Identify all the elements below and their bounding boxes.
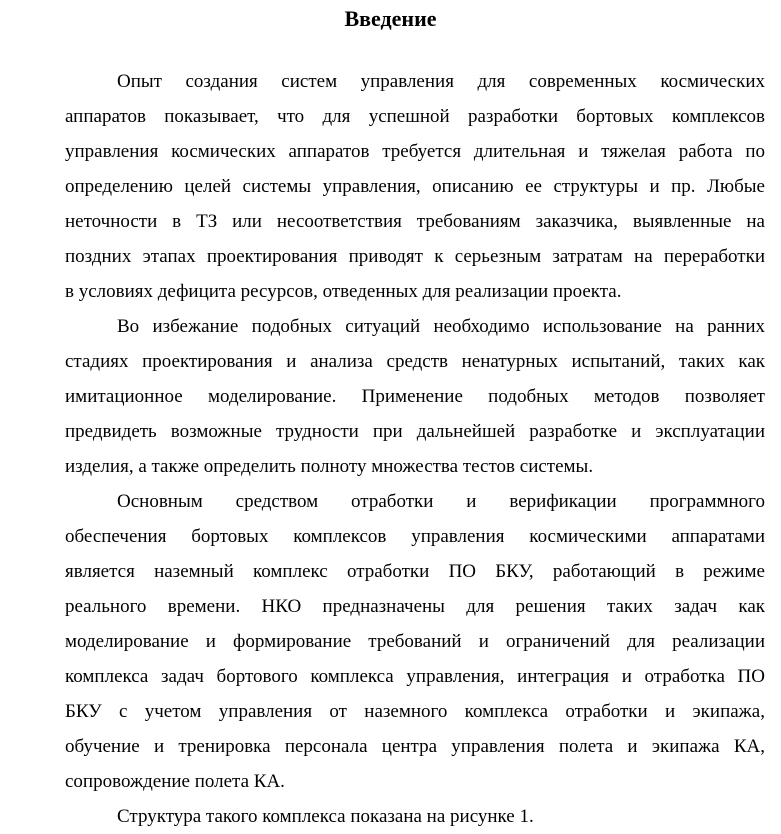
text-line: является наземный комплекс отработки ПО БКУ, работающий в режиме <box>65 561 765 582</box>
text-line: Опыт создания систем управления для современных космических <box>117 71 765 92</box>
paragraph-2 <box>65 309 765 484</box>
text-line: Основным средством отработки и верификации программного <box>117 491 765 512</box>
text-line: управления космических аппаратов требуется длительная и тяжелая работа по <box>65 141 765 162</box>
text-line: неточности в ТЗ или несоответствия требованиям заказчика, выявленные на <box>65 211 765 232</box>
paragraph-1 <box>65 64 765 309</box>
text-line: обучение и тренировка персонала центра управления полета и экипажа КА, <box>65 736 765 757</box>
text-line: сопровождение полета КА. <box>65 771 285 792</box>
text-line: БКУ с учетом управления от наземного комплекса отработки и экипажа, <box>65 701 765 722</box>
page-title: Введение <box>344 6 437 31</box>
paragraph-4 <box>65 799 765 834</box>
text-line: реального времени. НКО предназначены для решения таких задач как <box>65 596 765 617</box>
text-line: стадиях проектирования и анализа средств ненатурных испытаний, таких как <box>65 351 765 372</box>
document-body <box>65 64 765 834</box>
text-line: имитационное моделирование. Применение подобных методов позволяет <box>65 386 765 407</box>
text-line: аппаратов показывает, что для успешной разработки бортовых комплексов <box>65 106 765 127</box>
text-line: комплекса задач бортового комплекса управления, интеграция и отработка ПО <box>65 666 765 687</box>
text-line: обеспечения бортовых комплексов управления космическими аппаратами <box>65 526 765 547</box>
text-line: предвидеть возможные трудности при дальнейшей разработке и эксплуатации <box>65 421 765 442</box>
text-line: изделия, а также определить полноту множества тестов системы. <box>65 456 594 477</box>
document-page <box>0 4 781 826</box>
text-line: определению целей системы управления, описанию ее структуры и пр. Любые <box>65 176 765 197</box>
paragraph-3 <box>65 484 765 799</box>
text-line: в условиях дефицита ресурсов, отведенных для реализации проекта. <box>65 281 622 302</box>
text-line: поздних этапах проектирования приводят к серьезным затратам на переработки <box>65 246 765 267</box>
text-line: Во избежание подобных ситуаций необходимо использование на ранних <box>117 316 765 337</box>
text-line: Структура такого комплекса показана на рисунке 1. <box>117 806 534 827</box>
text-line: моделирование и формирование требований и ограничений для реализации <box>65 631 765 652</box>
